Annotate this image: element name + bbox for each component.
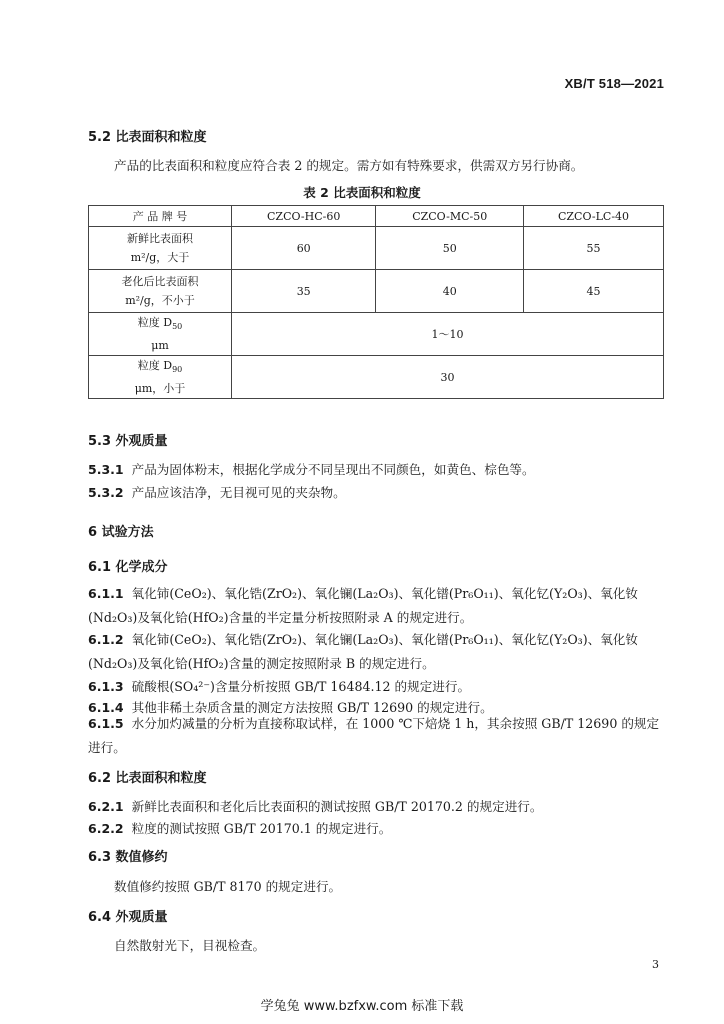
clause-text: 新鲜比表面积和老化后比表面积的测试按照 GB/T 20170.2 的规定进行。	[131, 799, 543, 814]
clause-6-1-3	[88, 676, 470, 695]
clause-number: 6.2.1	[88, 799, 124, 814]
table-cell: 55	[524, 227, 664, 270]
chapter-6-heading: 6 试验方法	[88, 525, 154, 540]
table-cell: 40	[376, 270, 524, 313]
table-cell: 45	[524, 270, 664, 313]
table-row-fresh-surface	[89, 227, 664, 270]
clause-text: 氧化铈(CeO₂)、氧化锆(ZrO₂)、氧化镧(La₂O₃)、氧化镨(Pr₆O₁₁)、氧化钇(Y₂O₃)、氧化钕(Nd₂O₃)及氧化铪(HfO₂)含量的半定量分析按照附录 A 的规定进行。	[88, 586, 638, 625]
table-cell: 50	[376, 227, 524, 270]
clause-6-1-2	[88, 628, 664, 676]
clause-number: 6.2.2	[88, 821, 124, 836]
section-5-2-heading: 5.2 比表面积和粒度	[88, 130, 207, 145]
section-5-2-body: 产品的比表面积和粒度应符合表 2 的规定。需方如有特殊要求，供需双方另行协商。	[114, 158, 584, 173]
row-label-line2: μm	[151, 339, 169, 353]
brand-mc50: CZCO-MC-50	[376, 206, 524, 227]
clause-number: 6.1.1	[88, 586, 124, 601]
section-6-2-heading: 6.2 比表面积和粒度	[88, 771, 207, 786]
row-label-line2: m²/g，大于	[130, 251, 190, 264]
section-6-4-body: 自然散射光下，目视检查。	[114, 938, 266, 953]
section-6-1-heading: 6.1 化学成分	[88, 560, 168, 575]
clause-text: 产品应该洁净，无目视可见的夹杂物。	[131, 485, 346, 500]
clause-text: 氧化铈(CeO₂)、氧化锆(ZrO₂)、氧化镧(La₂O₃)、氧化镨(Pr₆O₁₁)、氧化钇(Y₂O₃)、氧化钕(Nd₂O₃)及氧化铪(HfO₂)含量的测定按照附录 B 的规定进行。	[88, 632, 638, 671]
clause-text: 粒度的测试按照 GB/T 20170.1 的规定进行。	[131, 821, 392, 836]
row-label	[89, 227, 232, 270]
footer-watermark: 学兔兔 www.bzfxw.com 标准下载	[260, 999, 464, 1014]
clause-text: 其他非稀土杂质含量的测定方法按照 GB/T 12690 的规定进行。	[131, 700, 493, 715]
row-label	[89, 313, 232, 356]
clause-5-3-2	[88, 482, 346, 501]
row-label-line1	[89, 356, 231, 379]
spec-table	[88, 205, 664, 399]
clause-6-1-1	[88, 582, 664, 630]
table-cell: 35	[232, 270, 376, 313]
table-2-title: 表 2 比表面积和粒度	[303, 185, 421, 200]
col-header: 产 品 牌 号	[89, 206, 232, 227]
clause-text: 水分加灼减量的分析为直接称取试样，在 1000 ℃下焙烧 1 h，其余按照 GB/T 12690 的规定进行。	[88, 716, 660, 755]
table-cell-merged: 30	[232, 356, 664, 399]
table-header-row	[89, 206, 664, 227]
clause-6-2-1	[88, 796, 542, 815]
d-symbol: 粒度 D	[137, 316, 173, 329]
clause-text: 硫酸根(SO₄²⁻)含量分析按照 GB/T 16484.12 的规定进行。	[131, 679, 471, 694]
table-cell-merged: 1～10	[232, 313, 664, 356]
clause-number: 5.3.1	[88, 462, 124, 477]
row-label	[89, 270, 232, 313]
row-label-line1: 新鲜比表面积	[127, 232, 193, 245]
page-number: 3	[652, 958, 659, 971]
d-symbol: 粒度 D	[137, 359, 173, 373]
row-label	[89, 356, 232, 399]
row-label-line2: μm，小于	[134, 382, 186, 396]
table-row-aged-surface	[89, 270, 664, 313]
standard-code: XB/T 518—2021	[564, 76, 664, 91]
d-subscript: 50	[172, 322, 183, 332]
clause-5-3-1	[88, 459, 535, 478]
row-label-line2: m²/g，不小于	[125, 294, 195, 307]
clause-number: 6.1.4	[88, 700, 124, 715]
clause-number: 6.1.3	[88, 679, 124, 694]
clause-number: 6.1.5	[88, 716, 124, 731]
clause-number: 6.1.2	[88, 632, 124, 647]
clause-number: 5.3.2	[88, 485, 124, 500]
brand-lc40: CZCO-LC-40	[524, 206, 664, 227]
d-subscript: 90	[172, 365, 183, 375]
row-label-line1: 老化后比表面积	[121, 275, 199, 288]
section-6-4-heading: 6.4 外观质量	[88, 910, 168, 925]
section-5-3-heading: 5.3 外观质量	[88, 434, 168, 449]
section-6-3-body: 数值修约按照 GB/T 8170 的规定进行。	[114, 879, 342, 894]
row-label-line1	[89, 313, 231, 336]
section-6-3-heading: 6.3 数值修约	[88, 850, 168, 865]
table-row-d90	[89, 356, 664, 399]
clause-text: 产品为固体粉末，根据化学成分不同呈现出不同颜色，如黄色、棕色等。	[131, 462, 535, 477]
clause-6-2-2	[88, 818, 391, 837]
brand-hc60: CZCO-HC-60	[232, 206, 376, 227]
table-cell: 60	[232, 227, 376, 270]
clause-6-1-5	[88, 712, 664, 760]
table-row-d50	[89, 313, 664, 356]
